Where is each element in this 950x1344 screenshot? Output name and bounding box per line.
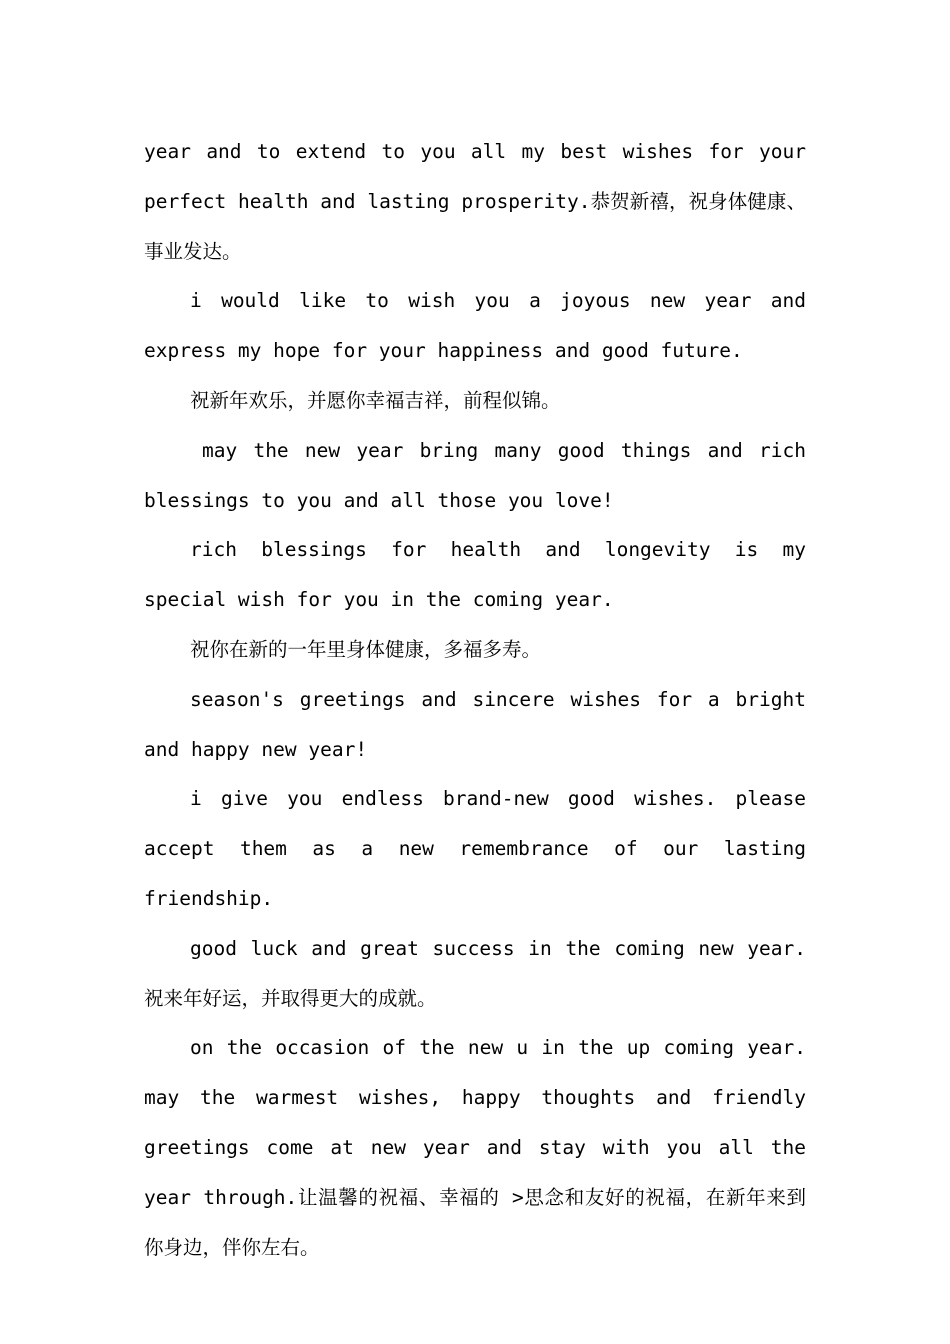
paragraph-chinese-blessing-1: 祝新年欢乐，并愿你幸福吉祥，前程似锦。 [190, 388, 561, 412]
paragraph-health-longevity: rich blessings for health and longevity is my special wish for you in the coming year. [144, 538, 806, 612]
paragraph-chinese-blessing-2: 祝你在新的一年里身体健康，多福多寿。 [190, 637, 542, 661]
paragraph-warmest-wishes: on the occasion of the new u in the up coming year. may the warmest wishes, happy thoughts and friendly greetings come at new year and stay with you all the year through.让温馨的祝福、幸福的 >思念和友好的祝福，在新年来到你身边，伴你左右。 [144, 1036, 806, 1259]
paragraph-endless-wishes: i give you endless brand-new good wishes. please accept them as a new remembrance of our lasting friendship. [144, 787, 806, 910]
document-body [144, 127, 806, 1272]
paragraph-good-luck: good luck and great success in the coming new year.祝来年好运，并取得更大的成就。 [144, 936, 806, 1010]
paragraph-wish-joyous: i would like to wish you a joyous new year and express my hope for your happiness and good future. [144, 289, 806, 363]
paragraph-seasons-greetings: season's greetings and sincere wishes for a bright and happy new year! [144, 687, 806, 761]
paragraph-continuation: year and to extend to you all my best wishes for your perfect health and lasting prosperity.恭贺新禧，祝身体健康、事业发达。 [144, 140, 806, 263]
paragraph-new-year-blessings: may the new year bring many good things and rich blessings to you and all those you love! [144, 438, 806, 512]
